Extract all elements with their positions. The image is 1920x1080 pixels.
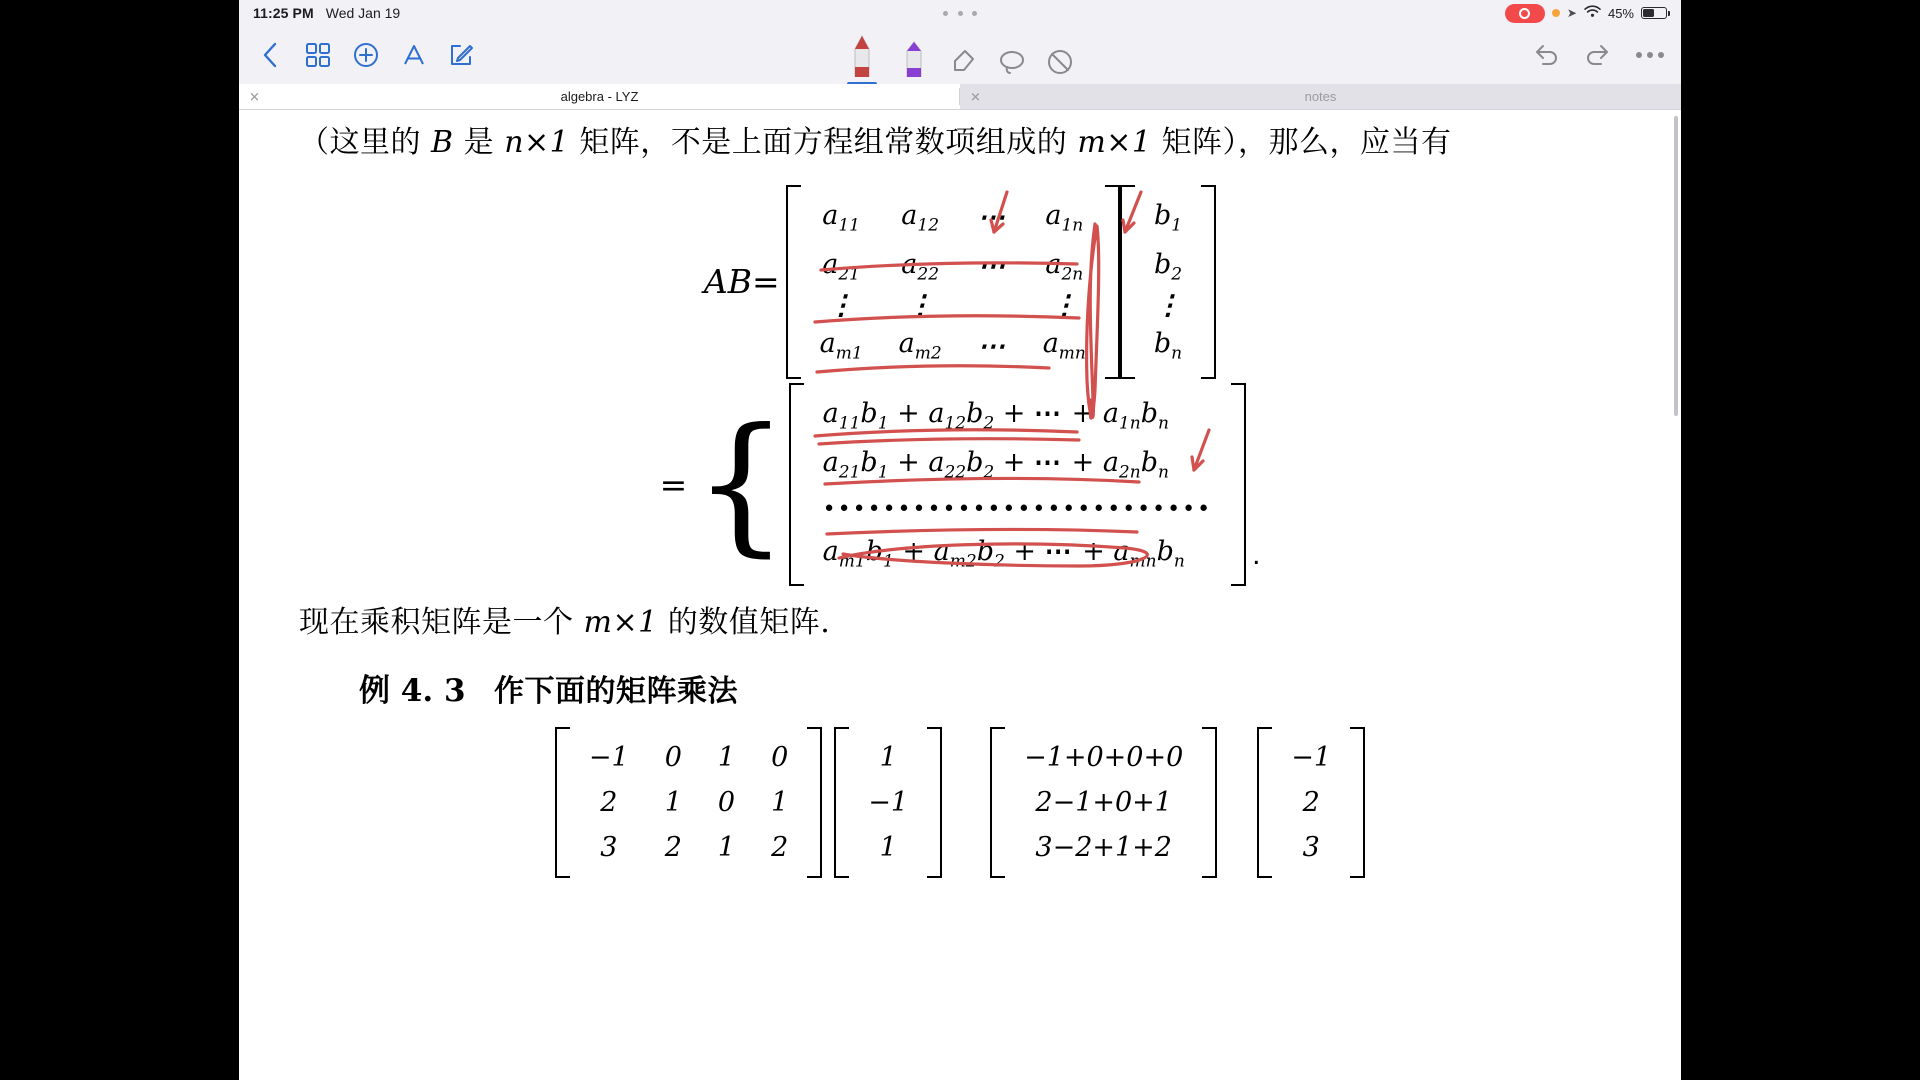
cell: 2: [600, 787, 618, 819]
cell: $a_{22}$: [901, 248, 940, 285]
cell: 2: [1302, 787, 1320, 819]
cell: $a_{2n}$: [1045, 248, 1084, 285]
cell: $a_{m2}$: [898, 328, 942, 364]
equation-label-ab: AB=: [703, 262, 780, 302]
close-icon[interactable]: ✕: [249, 89, 260, 104]
cell: ⋯: [977, 330, 1007, 362]
battery-icon: [1641, 7, 1667, 19]
matrix-example-1: [555, 727, 822, 878]
wifi-icon: [1584, 5, 1601, 21]
cell: $a_{mn}$: [1042, 328, 1086, 364]
cell: −1+0+0+0: [1024, 742, 1184, 774]
document-content: [239, 110, 1681, 878]
cell: 1: [879, 742, 897, 774]
cell: ••••••••••••••••••••••••••: [822, 496, 1213, 522]
pen-tool[interactable]: [845, 33, 879, 77]
cell: 2−1+0+1: [1035, 787, 1172, 819]
para1-part-2: 是: [463, 125, 495, 160]
cell: $a_{11}b_1 + a_{12}b_2$ + ⋯ + $a_{1n}b_n$: [822, 397, 1169, 434]
cell: −1: [588, 742, 629, 774]
undo-icon[interactable]: [1531, 40, 1561, 70]
cell: $a_{21}b_1 + a_{22}b_2$ + ⋯ + $a_{2n}b_n$: [822, 447, 1169, 483]
letterbox-left: [0, 0, 255, 1080]
cell: $a_{1n}$: [1045, 199, 1084, 235]
cell: ⋯: [977, 251, 1007, 283]
status-bar: [239, 0, 1681, 26]
toolbar: [239, 26, 1681, 84]
orange-dot-icon: [1552, 9, 1560, 17]
app-window: [239, 0, 1681, 1080]
status-time: 11:25 PM: [253, 5, 314, 21]
example-text: 作下面的矩阵乘法: [493, 673, 738, 709]
multitask-handle[interactable]: [943, 7, 977, 19]
equals-sign: =: [659, 464, 688, 504]
cell: $a_{11}$: [822, 199, 860, 235]
example-number: 例 4. 3: [359, 672, 466, 709]
matrix-example-4: [1257, 727, 1365, 878]
para1-dim-m1: m×1: [1077, 125, 1152, 160]
para2-part-1: 现在乘积矩阵是一个: [299, 605, 574, 641]
share-icon[interactable]: [399, 40, 429, 70]
cell: 3: [1302, 832, 1320, 864]
add-page-icon[interactable]: [351, 40, 381, 70]
result-matrix: [789, 383, 1246, 586]
cell: 1: [771, 787, 789, 819]
redo-icon[interactable]: [1583, 40, 1613, 70]
equation-example: [299, 727, 1621, 878]
cell: ⋮: [1154, 290, 1182, 322]
paragraph-1: [299, 120, 1621, 167]
para1-part-4: 矩阵），那么，应当有: [1161, 125, 1452, 160]
cell: 3: [600, 832, 618, 864]
cell: ⋮: [827, 290, 855, 322]
cell: 0: [664, 742, 682, 774]
more-options-icon[interactable]: [1635, 40, 1665, 70]
matrix-b: [1120, 185, 1216, 379]
lasso-tool[interactable]: [997, 47, 1027, 77]
cell: $b_2$: [1153, 248, 1183, 285]
eraser-tool[interactable]: [949, 47, 979, 77]
tab-label: algebra - LYZ: [560, 89, 639, 104]
cell: $b_1$: [1153, 199, 1183, 235]
equation-result: [299, 383, 1621, 586]
cell: [960, 291, 1025, 321]
cell: 0: [771, 742, 789, 774]
edit-compose-icon[interactable]: [447, 40, 477, 70]
para2-dim: m×1: [583, 605, 658, 641]
para1-part-3: 矩阵，不是上面方程组常数项组成的: [579, 125, 1068, 160]
battery-percent-label: 45%: [1607, 5, 1634, 21]
cell: $a_{21}$: [822, 248, 860, 285]
letterbox-right: [1680, 0, 1920, 1080]
cell: 0: [717, 787, 736, 819]
equation-ab: [299, 185, 1621, 379]
no-annotation-tool[interactable]: [1045, 47, 1075, 77]
document-page[interactable]: [239, 110, 1681, 1080]
cell: $b_n$: [1153, 328, 1183, 364]
cell: $a_{m1}$: [819, 328, 863, 364]
grid-thumbnails-icon[interactable]: [303, 40, 333, 70]
tab-label: notes: [1304, 89, 1337, 104]
record-indicator-icon: [1505, 4, 1545, 23]
tab-algebra[interactable]: [239, 84, 960, 109]
cell: 1: [879, 832, 897, 864]
cell: −1: [1291, 742, 1332, 774]
cell: $a_{m1}b_1 + a_{m2}b_2$ + ⋯ + $a_{mn}b_n$: [822, 535, 1185, 572]
back-chevron-icon[interactable]: [255, 40, 285, 70]
location-arrow-icon: ➤: [1566, 6, 1577, 20]
para1-var-B: B: [431, 125, 454, 160]
tab-bar: [239, 84, 1681, 110]
cell: 2: [771, 832, 789, 864]
cell: −1: [868, 787, 909, 819]
cell: 3−2+1+2: [1035, 832, 1172, 864]
status-date: Wed Jan 19: [325, 5, 401, 21]
left-brace: {: [693, 397, 789, 572]
cell: $a_{12}$: [901, 199, 940, 235]
cell: 1: [664, 787, 682, 819]
cell: 1: [717, 742, 736, 774]
three-dots-icon[interactable]: [943, 7, 977, 19]
cell: ⋮: [1050, 290, 1078, 322]
highlighter-tool[interactable]: [897, 33, 931, 77]
para1-dim-n1: n×1: [504, 125, 570, 160]
matrix-example-2: [834, 727, 942, 878]
cell: ⋯: [977, 201, 1007, 233]
paragraph-2: [299, 600, 1621, 647]
matrix-example-3: [990, 727, 1217, 878]
close-icon[interactable]: ✕: [970, 89, 981, 104]
cell: 1: [717, 832, 736, 864]
para2-part-2: 的数值矩阵.: [667, 605, 831, 641]
tab-notes[interactable]: [960, 84, 1681, 109]
para1-part-1: （这里的: [299, 125, 421, 160]
cell: 2: [664, 832, 682, 864]
matrix-a: [786, 185, 1120, 379]
cell: ⋮: [906, 290, 934, 322]
example-heading: [359, 665, 1621, 716]
trailing-period: .: [1252, 538, 1261, 572]
